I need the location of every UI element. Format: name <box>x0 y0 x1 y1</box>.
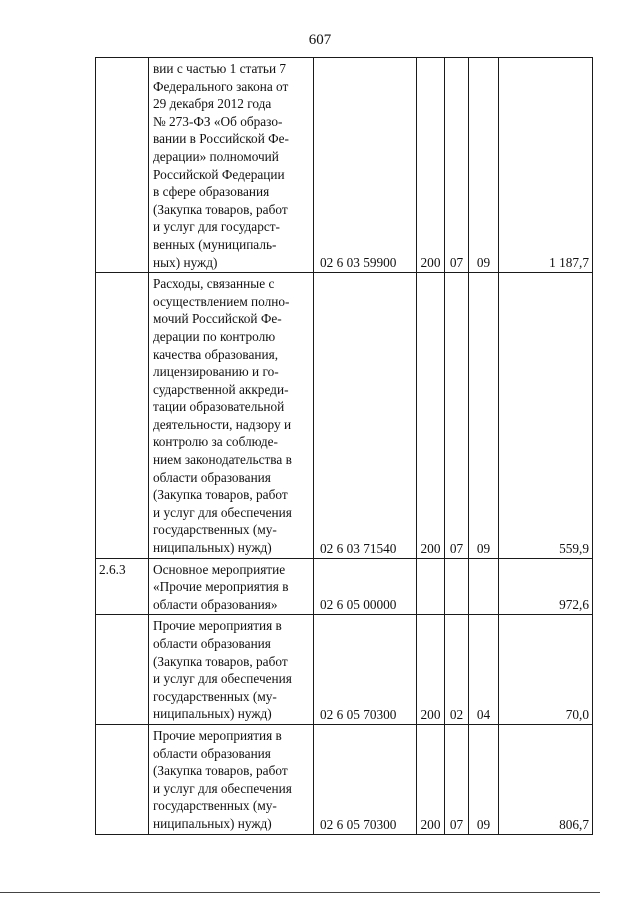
row-description: Расходы, связанные с осуществлением полно- мочий Российской Фе- дерации по контролю качества образования, лицензированию и го- сударственной аккреди- тации образовательной деятельности, надзору и контролю за соблюде- нием законодательства в области образования (Закупка товаров, работ и услуг для обеспечения государственных (му- ниципальных) нужд) <box>149 273 314 559</box>
target-article-code: 02 6 03 59900 <box>314 58 417 273</box>
expense-type-code: 200 <box>417 273 445 559</box>
row-number <box>96 615 149 725</box>
section-code: 07 <box>445 724 469 834</box>
amount: 972,6 <box>499 558 593 615</box>
amount: 70,0 <box>499 615 593 725</box>
row-number: 2.6.3 <box>96 558 149 615</box>
subsection-code: 09 <box>469 58 499 273</box>
subsection-code: 09 <box>469 724 499 834</box>
row-number <box>96 58 149 273</box>
table-row <box>96 58 593 273</box>
row-description: Прочие мероприятия в области образования (Закупка товаров, работ и услуг для обеспечения государственных (му- ниципальных) нужд) <box>149 615 314 725</box>
subsection-code <box>469 558 499 615</box>
amount: 1 187,7 <box>499 58 593 273</box>
page-number: 607 <box>308 32 332 48</box>
table-row <box>96 558 593 615</box>
expense-type-code: 200 <box>417 724 445 834</box>
row-description: Прочие мероприятия в области образования (Закупка товаров, работ и услуг для обеспечения государственных (му- ниципальных) нужд) <box>149 724 314 834</box>
expense-type-code <box>417 558 445 615</box>
subsection-code: 04 <box>469 615 499 725</box>
section-code: 07 <box>445 58 469 273</box>
table-row <box>96 724 593 834</box>
row-number <box>96 273 149 559</box>
budget-table <box>95 57 593 835</box>
target-article-code: 02 6 05 00000 <box>314 558 417 615</box>
amount: 559,9 <box>499 273 593 559</box>
row-number <box>96 724 149 834</box>
target-article-code: 02 6 05 70300 <box>314 724 417 834</box>
row-description: вии с частью 1 статьи 7 Федерального закона от 29 декабря 2012 года № 273-ФЗ «Об образо- вании в Российской Фе- дерации» полномочий Российской Федерации в сфере образования (Закупка товаров, работ и услуг для государст- венных (муниципаль- ных) нужд) <box>149 58 314 273</box>
target-article-code: 02 6 03 71540 <box>314 273 417 559</box>
table-row <box>96 273 593 559</box>
amount: 806,7 <box>499 724 593 834</box>
footer-rule <box>0 892 600 893</box>
expense-type-code: 200 <box>417 58 445 273</box>
expense-type-code: 200 <box>417 615 445 725</box>
subsection-code: 09 <box>469 273 499 559</box>
section-code <box>445 558 469 615</box>
section-code: 07 <box>445 273 469 559</box>
target-article-code: 02 6 05 70300 <box>314 615 417 725</box>
table-row <box>96 615 593 725</box>
section-code: 02 <box>445 615 469 725</box>
row-description: Основное мероприятие «Прочие мероприятия в области образования» <box>149 558 314 615</box>
